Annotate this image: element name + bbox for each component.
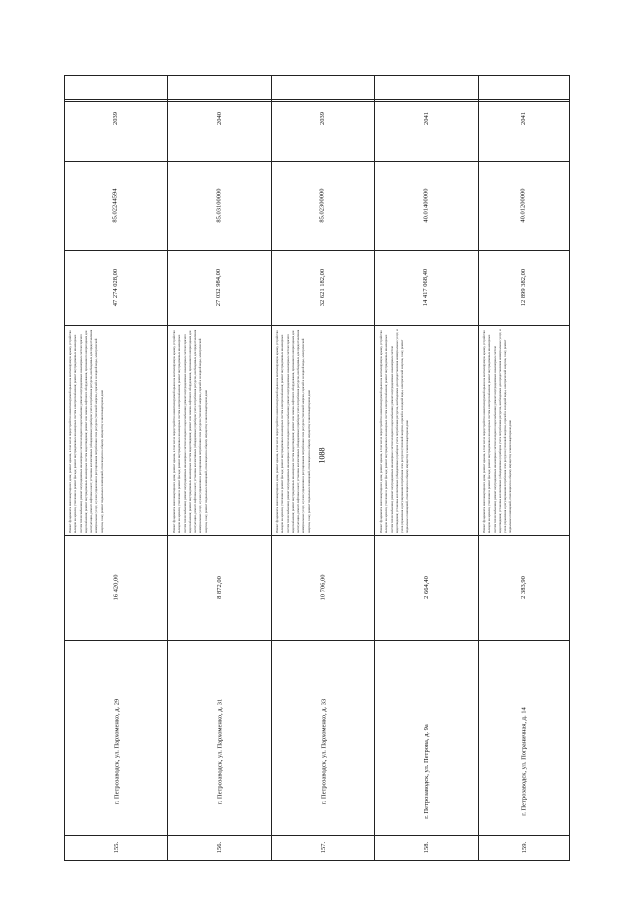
code-cell: 85.03100000 xyxy=(215,188,223,223)
address-cell: г. Петрозаводск, ул. Пограничная, д. 14 xyxy=(521,707,529,816)
area-cell: 10 706,00 xyxy=(319,574,326,601)
cost-cell: 14 417 068,40 xyxy=(422,268,430,307)
year-cell: 2041 xyxy=(422,111,430,125)
table-border-bottom xyxy=(64,860,570,861)
works-cell: Ремонт фундамента многоквартирного дома; ремонт крыши, в том числе переустройство невентилируемой крыши на вентилируемую крышу, устройство выходов на кровлю; утепление и ремонт фасада; ремонт внутридомовых инженерных систем электроснабжения; ремонт внутридомовых инженерных систем теплоснабжения; ремонт внутридомовых инженерных систем холодного водоснабжения; ремонт внутридомовых инженерных систем горячего водоснабжения; ремонт внутридомовых инженерных систем водоотведения; ремонт или замена лифтового оборудования, признанного непригодным для эксплуатации, ремонт лифтовых шахт; установка коллективных (общедомовых) приборов учета потребления ресурсов, необходимых для предоставления коммунальных услуг, и узлов управления и регулирования потребления этих ресурсов (тепловой энергии, горячей и холодной воды, электрической энергии, газа); ремонт подвальных помещений, относящихся к общему имуществу в многоквартирном доме xyxy=(172,329,208,533)
year-cell: 2041 xyxy=(520,111,527,125)
index-cell: 159. xyxy=(521,841,528,854)
cost-cell: 47 274 028,00 xyxy=(112,268,119,307)
code-cell: 85.02244594 xyxy=(112,188,119,223)
address-cell: г. Петрозаводск, ул. Пархоменко, д. 33 xyxy=(320,698,328,805)
works-cell: Ремонт фундамента многоквартирного дома; ремонт крыши, в том числе переустройство невентилируемой крыши на вентилируемую крышу, устройство выходов на кровлю; утепление и ремонт фасада; ремонт внутридомовых инженерных систем электроснабжения; ремонт внутридомовых инженерных систем теплоснабжения; ремонт внутридомовых инженерных систем холодного водоснабжения; ремонт внутридомовых инженерных систем горячего водоснабжения; ремонт внутридомовых инженерных систем водоотведения; ремонт или замена лифтового оборудования, признанного непригодным для эксплуатации, ремонт лифтовых шахт; установка коллективных (общедомовых) приборов учета потребления ресурсов, необходимых для предоставления коммунальных услуг, и узлов управления и регулирования потребления этих ресурсов (тепловой энергии, горячей и холодной воды, электрической энергии, газа); ремонт подвальных помещений, относящихся к общему имуществу в многоквартирном доме xyxy=(275,329,311,533)
year-cell: 2039 xyxy=(112,111,119,125)
index-cell: 157. xyxy=(320,841,327,854)
area-cell: 2 383,90 xyxy=(520,576,527,599)
cost-cell: 12 899 382,00 xyxy=(520,268,527,307)
index-cell: 155. xyxy=(113,841,120,854)
address-cell: г. Петрозаводск, ул. Петрова, д. 9а xyxy=(423,724,430,819)
index-cell: 156. xyxy=(216,841,223,854)
works-cell: Ремонт фундамента многоквартирного дома; ремонт крыши, в том числе переустройство невентилируемой крыши на вентилируемую крышу, устройство выходов на кровлю; утепление и ремонт фасада; ремонт внутридомовых инженерных систем электроснабжения; ремонт внутридомовых инженерных систем теплоснабжения; ремонт внутридомовых инженерных систем холодного водоснабжения; ремонт внутридомовых инженерных систем водоотведения; установка коллективных (общедомовых) приборов учета потребления ресурсов, необходимых для предоставления коммунальных услуг, и узлов управления и регулирования потребления этих ресурсов (тепловой энергии, горячей и холодной воды, электрической энергии, газа); ремонт подвальных помещений, относящихся к общему имуществу в многоквартирном доме xyxy=(482,329,513,533)
code-cell: 40.01200000 xyxy=(520,188,527,223)
code-cell: 85.02300000 xyxy=(319,188,326,223)
area-cell: 8 872,00 xyxy=(215,576,223,599)
page-number: 1088 xyxy=(317,447,327,463)
address-cell: г. Петрозаводск, ул. Пархоменко, д. 31 xyxy=(216,698,224,805)
cost-cell: 32 621 182,00 xyxy=(319,268,326,307)
works-cell: Ремонт фундамента многоквартирного дома; ремонт крыши, в том числе переустройство невентилируемой крыши на вентилируемую крышу, устройство выходов на кровлю; утепление и ремонт фасада; ремонт внутридомовых инженерных систем электроснабжения; ремонт внутридомовых инженерных систем теплоснабжения; ремонт внутридомовых инженерных систем холодного водоснабжения; ремонт внутридомовых инженерных систем горячего водоснабжения; ремонт внутридомовых инженерных систем водоотведения; ремонт или замена лифтового оборудования, признанного непригодным для эксплуатации, ремонт лифтовых шахт; установка коллективных (общедомовых) приборов учета потребления ресурсов, необходимых для предоставления коммунальных услуг, и узлов управления и регулирования потребления этих ресурсов (тепловой энергии, горячей и холодной воды, электрической энергии, газа); ремонт подвальных помещений, относящихся к общему имуществу в многоквартирном доме xyxy=(68,329,104,533)
works-cell: Ремонт фундамента многоквартирного дома; ремонт крыши, в том числе переустройство невентилируемой крыши на вентилируемую крышу, устройство выходов на кровлю; утепление и ремонт фасада; ремонт внутридомовых инженерных систем электроснабжения; ремонт внутридомовых инженерных систем теплоснабжения; ремонт внутридомовых инженерных систем холодного водоснабжения; ремонт внутридомовых инженерных систем водоотведения; установка коллективных (общедомовых) приборов учета потребления ресурсов, необходимых для предоставления коммунальных услуг, и узлов управления и регулирования потребления этих ресурсов (тепловой энергии, горячей и холодной воды, электрической энергии, газа); ремонт подвальных помещений, относящихся к общему имуществу в многоквартирном доме xyxy=(379,329,410,533)
address-cell: г. Петрозаводск, ул. Пархоменко, д. 29 xyxy=(113,698,121,805)
year-cell: 2040 xyxy=(215,111,223,125)
cost-cell: 27 032 984,00 xyxy=(215,268,223,307)
index-cell: 158. xyxy=(423,841,430,854)
area-cell: 16 420,00 xyxy=(112,574,119,601)
record-divider xyxy=(569,75,570,861)
works-table xyxy=(64,75,570,861)
year-cell: 2039 xyxy=(319,111,326,125)
code-cell: 40.01400000 xyxy=(422,188,430,223)
area-cell: 2 664,40 xyxy=(422,576,430,599)
